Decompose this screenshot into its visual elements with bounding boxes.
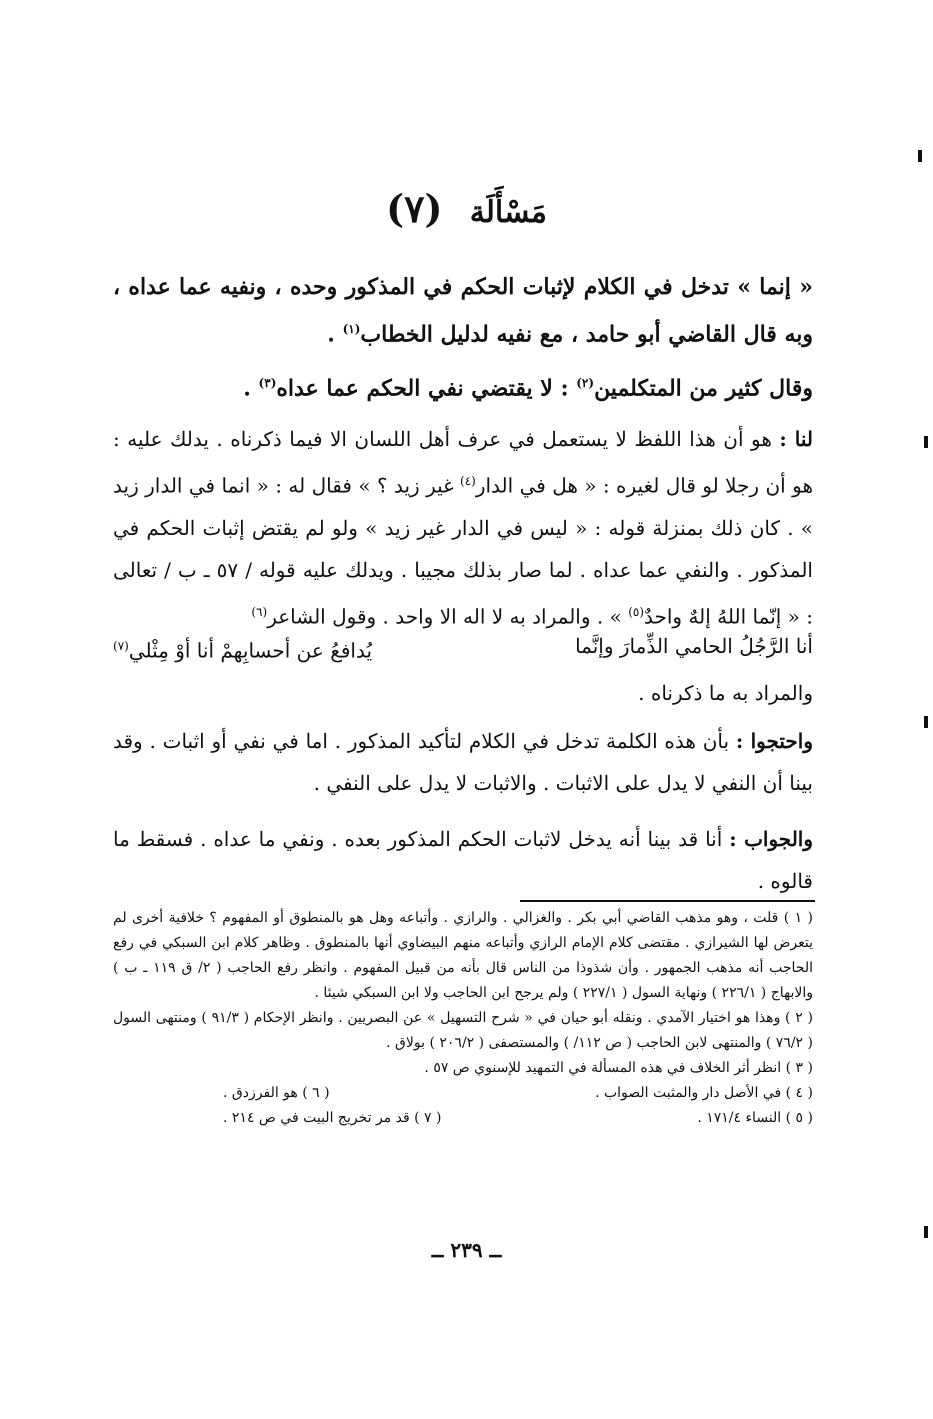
heading-number: (٧) <box>386 186 443 231</box>
scan-edge-mark <box>924 1226 928 1238</box>
verse-hemistich-2: يُدافعُ عن أحسابِهمْ أنا أوْ مِثْلي <box>128 638 373 663</box>
footnote-ref-1: (١) <box>342 322 361 336</box>
argument-paragraph <box>113 418 813 637</box>
opposing-view-end: . <box>243 375 259 402</box>
footnote-row-4-6 <box>223 1081 813 1106</box>
opposing-view <box>113 362 813 409</box>
verse-hemistich-1: أنا الرَّجُلُ الحامي الذِّمارَ وإنَّما <box>575 634 813 658</box>
footnotes <box>113 906 813 1131</box>
scan-edge-mark <box>918 150 922 162</box>
footnote-4: ( ٤ ) في الأصل دار والمثبت الصواب . <box>595 1085 813 1101</box>
objection-text: بأن هذه الكلمة تدخل في الكلام لتأكيد المذكور . اما في نفي أو اثبات . وقد بينا أن النفي لا يدل على الاثبات . والاثبات لا يدل على النفي . <box>113 729 813 795</box>
objection-lead: واحتجوا : <box>735 729 814 753</box>
section-heading <box>0 186 933 231</box>
thesis-statement <box>113 266 813 355</box>
scan-edge-mark <box>924 436 928 448</box>
scan-edge-mark <box>924 716 928 728</box>
thesis-text: « إنما » تدخل في الكلام لإثبات الحكم في المذكور وحده ، ونفيه عما عداه ، وبه قال القاضي أبو حامد ، مع نفيه لدليل الخطاب <box>113 274 813 348</box>
footnote-1: ( ١ ) قلت ، وهو مذهب القاضي أبي بكر . والغزالي . والرازي . وأتباعه وهل هو بالمنطوق أو المفهوم ؟ خلافية أخرى لم يتعرض لها الشيرازي . مقتضى كلام الإمام الرازي وأتباعه منهم البيضاوي أنها بالمنطوق . وظاهر كلام ابن السبكي في رفع الحاجب أنه مذهب الجمهور . وأن شذوذا من الناس قال بأنه من قبيل المفهوم . وانظر رفع الحاجب ( ٢/ ق ١١٩ ـ ب ) والابهاج ( ٢٢٦/١ ) ونهاية السول ( ٢٢٧/١ ) ولم يرجح ابن الحاجب ولا ابن السبكي شيئا . <box>113 910 814 1001</box>
heading-word: مَسْأَلَة <box>469 195 547 230</box>
footnote-3: ( ٣ ) انظر أثر الخلاف في هذه المسألة في التمهيد للإسنوي ص ٥٧ . <box>424 1060 813 1076</box>
argument-text-2: غير زيد ؟ » فقال له : « انما في الدار زيد » . كان ذلك بمنزلة قوله : « ليس في الدار غير زيد » ولو لم يقتض إثبات الحكم في المذكور . والنفي عما عداه . لما صار بذلك مجيبا . ويدلك عليه قوله / ٥٧ ـ ب / تعالى : « إنّما اللهُ إلهٌ واحدٌ <box>113 473 813 629</box>
argument-text-1: هو أن هذا اللفظ لا يستعمل في عرف أهل اللسان الا فيما ذكرناه . يدلك عليه : هو أن رجلا لو قال لغيره : « هل في الدار <box>113 427 813 498</box>
answer-paragraph <box>113 818 813 902</box>
opposing-view-text-2: : لا يقتضي نفي الحكم عما عداه <box>276 375 577 402</box>
answer-lead: والجواب : <box>729 827 813 851</box>
verse-conclusion: والمراد به ما ذكرناه . <box>638 680 813 705</box>
verse-hemistich-2-wrap <box>113 626 372 671</box>
footnote-ref-7: (٧) <box>113 639 129 653</box>
footnote-separator <box>520 900 815 902</box>
answer-text: أنا قد بينا أنه يدخل لاثبات الحكم المذكور بعده . ونفي ما عداه . فسقط ما قالوه . <box>113 827 813 893</box>
objection-paragraph <box>113 720 813 804</box>
argument-text-3: » . والمراد به لا اله الا واحد . وقول الشاعر <box>267 604 629 629</box>
footnote-5: ( ٥ ) النساء ١٧١/٤ . <box>697 1110 813 1126</box>
footnote-ref-4: (٤) <box>460 474 476 488</box>
thesis-end: . <box>327 321 343 348</box>
footnote-6: ( ٦ ) هو الفرزدق . <box>223 1085 330 1101</box>
footnote-ref-5: (٥) <box>628 604 645 619</box>
argument-lead: لنا : <box>779 427 813 451</box>
footnote-row-5-7 <box>223 1106 813 1131</box>
verse-line <box>113 626 813 671</box>
page-number: ــ ٢٣٩ ــ <box>431 1238 502 1262</box>
poetry-verse <box>113 626 813 715</box>
footnote-7: ( ٧ ) قد مر تخريج البيت في ص ٢١٤ . <box>223 1110 442 1126</box>
footnote-ref-2: (٢) <box>576 376 595 390</box>
opposing-view-text: وقال كثير من المتكلمين <box>594 375 813 402</box>
footnote-ref-6: (٦) <box>251 604 268 619</box>
footnote-ref-3: (٣) <box>258 376 277 390</box>
footnote-2: ( ٢ ) وهذا هو اختيار الآمدي . ونقله أبو حيان في « شرح التسهيل » عن البصريين . وانظر الإحكام ( ٩١/٣ ) ومنتهى السول ( ٧٦/٢ ) والمنتهى لابن الحاجب ( ص ١١٢/ ) والمستصفى ( ٢٠٦/٢ ) بولاق . <box>113 1010 813 1051</box>
